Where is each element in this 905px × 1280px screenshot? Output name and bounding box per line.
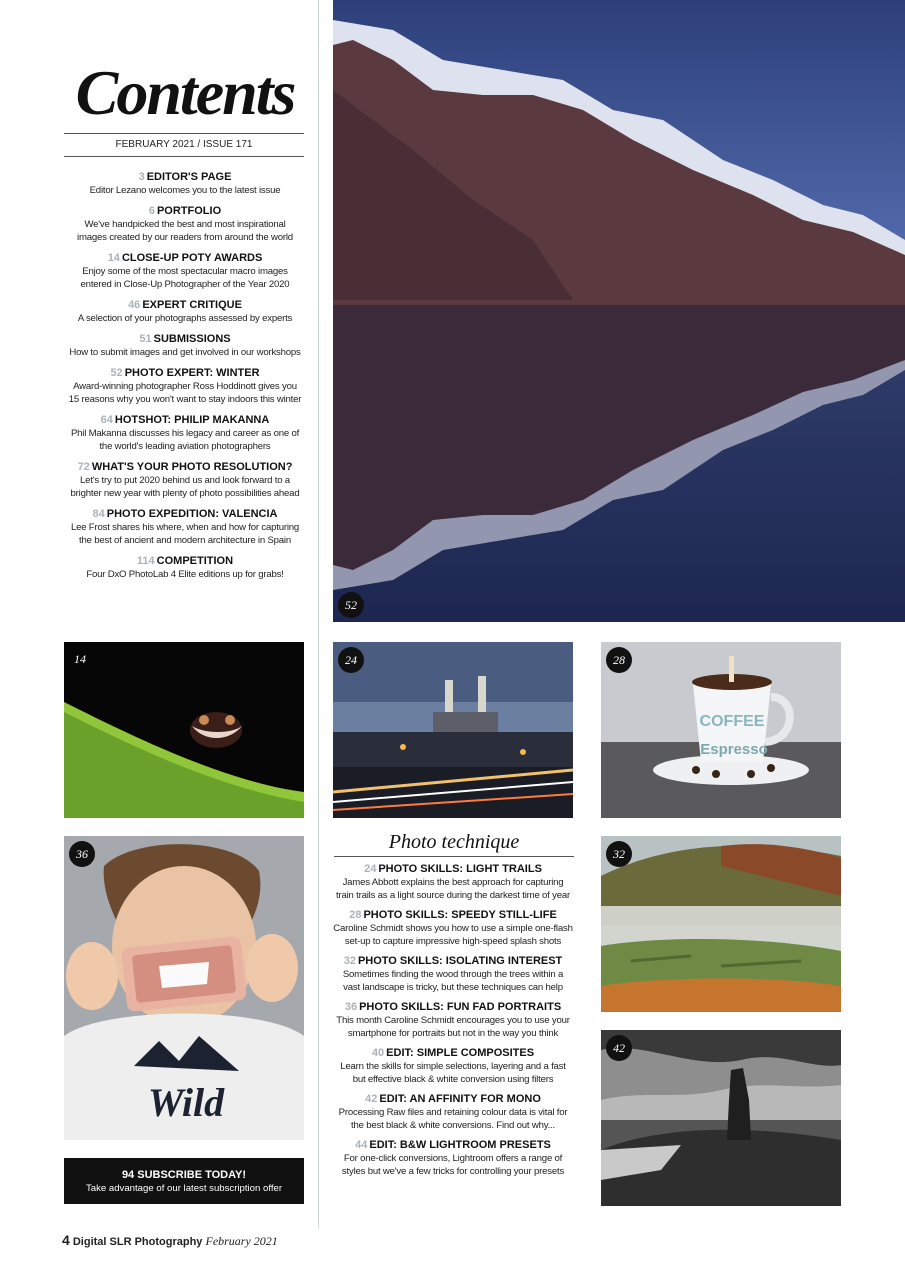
technique-heading-text: PHOTO SKILLS: LIGHT TRAILS [378, 863, 542, 875]
contents-entry[interactable] [60, 298, 310, 325]
technique-heading-text: EDIT: AN AFFINITY FOR MONO [379, 1093, 541, 1105]
issue-line: FEBRUARY 2021 / ISSUE 171 [64, 133, 304, 157]
contents-description-line: the best of ancient and modern architecture in Spain [79, 535, 291, 546]
technique-description-line: the best black & white conversions. Find out why... [351, 1120, 555, 1131]
page-badge-28: 28 [606, 647, 632, 673]
footer-month: February 2021 [205, 1234, 278, 1248]
contents-heading-text: PHOTO EXPERT: WINTER [124, 367, 260, 379]
photo-coffee-splash [601, 642, 841, 818]
contents-heading-text: WHAT'S YOUR PHOTO RESOLUTION? [91, 461, 293, 473]
technique-description-line: but effective black & white conversion using filters [352, 1074, 554, 1085]
subscribe-heading-text: SUBSCRIBE TODAY! [137, 1169, 247, 1181]
contents-heading [60, 204, 310, 218]
technique-heading [330, 954, 576, 968]
technique-description-line: For one-click conversions, Lightroom offers a range of [343, 1153, 563, 1164]
technique-description-line: James Abbott explains the best approach for capturing [342, 877, 564, 888]
technique-entry[interactable] [330, 954, 576, 994]
technique-description-line: Caroline Schmidt shows you how to use a simple one-flash [333, 923, 573, 934]
contents-entry[interactable] [60, 554, 310, 581]
contents-heading-text: EXPERT CRITIQUE [142, 299, 242, 311]
subscribe-page-number: 94 [121, 1169, 135, 1181]
contents-heading [60, 554, 310, 568]
technique-heading-text: PHOTO SKILLS: FUN FAD PORTRAITS [359, 1001, 562, 1013]
technique-page-number: 44 [355, 1139, 368, 1151]
contents-entry[interactable] [60, 204, 310, 244]
technique-entry[interactable] [330, 908, 576, 948]
photo-power-station [333, 642, 573, 818]
contents-description-line: How to submit images and get involved in our workshops [69, 347, 301, 358]
contents-entry[interactable] [60, 170, 310, 197]
technique-page-number: 40 [371, 1047, 385, 1059]
technique-description-line: Processing Raw files and retaining colour data is vital for [338, 1107, 568, 1118]
photo-child-smartphone [64, 836, 304, 1140]
technique-description-line: Learn the skills for simple selections, layering and a fast [340, 1061, 566, 1072]
contents-entry[interactable] [60, 332, 310, 359]
page-title: Contents [75, 57, 295, 128]
technique-heading [330, 1046, 576, 1060]
contents-description-line: brighter new year with plenty of photo possibilities ahead [70, 488, 300, 499]
contents-description-line: Lee Frost shares his where, when and how for capturing [70, 522, 300, 533]
page-badge-36: 36 [69, 841, 95, 867]
contents-heading [60, 298, 310, 312]
technique-description-line: smartphone for portraits but not in the way you think [347, 1028, 559, 1039]
page-badge-52: 52 [338, 592, 364, 618]
contents-heading [60, 507, 310, 521]
technique-heading-text: PHOTO SKILLS: SPEEDY STILL-LIFE [363, 909, 557, 921]
footer-page-number: 4 [62, 1232, 70, 1248]
photo-technique-list [330, 862, 576, 1184]
contents-description-line: Four DxO PhotoLab 4 Elite editions up for grabs! [86, 569, 284, 580]
subscribe-box[interactable] [64, 1158, 304, 1204]
technique-heading [330, 1000, 576, 1014]
contents-description-line: Phil Makanna discusses his legacy and career as one of [70, 428, 300, 439]
page-badge-42: 42 [606, 1035, 632, 1061]
contents-description-line: Editor Lezano welcomes you to the latest issue [89, 185, 281, 196]
contents-heading-text: PHOTO EXPEDITION: VALENCIA [106, 508, 278, 520]
page-badge-14: 14 [74, 652, 86, 666]
contents-page-number: 3 [138, 171, 145, 183]
technique-description-line: Sometimes finding the wood through the trees within a [342, 969, 564, 980]
technique-description-line: styles but we've a few tricks for controlling your presets [341, 1166, 565, 1177]
contents-list [60, 170, 310, 588]
photo-gecko [64, 642, 304, 818]
contents-heading [60, 460, 310, 474]
contents-entry[interactable] [60, 413, 310, 453]
cup-text-espresso: Espresso [700, 741, 768, 758]
technique-page-number: 32 [343, 955, 356, 967]
technique-heading [330, 1138, 576, 1152]
contents-entry[interactable] [60, 366, 310, 406]
technique-entry[interactable] [330, 862, 576, 902]
contents-page-number: 14 [107, 252, 120, 264]
photo-misty-valley [601, 836, 841, 1012]
technique-heading [330, 1092, 576, 1106]
technique-heading-text: EDIT: SIMPLE COMPOSITES [386, 1047, 535, 1059]
technique-entry[interactable] [330, 1092, 576, 1132]
technique-heading-text: EDIT: B&W LIGHTROOM PRESETS [369, 1139, 551, 1151]
technique-entry[interactable] [330, 1138, 576, 1178]
contents-page-number: 72 [77, 461, 90, 473]
contents-page-number: 84 [92, 508, 105, 520]
column-divider [318, 0, 319, 1228]
photo-mono-pinnacle [601, 1030, 841, 1206]
technique-page-number: 28 [349, 909, 362, 921]
hero-photo-loch [333, 0, 905, 622]
technique-description-line: set-up to capture impressive high-speed splash shots [344, 936, 562, 947]
contents-page-number: 114 [136, 555, 155, 567]
contents-description-line: Enjoy some of the most spectacular macro images [82, 266, 288, 277]
technique-page-number: 42 [365, 1093, 378, 1105]
contents-page-number: 6 [148, 205, 155, 217]
subscribe-heading [64, 1168, 304, 1182]
contents-description-line: A selection of your photographs assessed by experts [77, 313, 293, 324]
contents-description-line: Let's try to put 2020 behind us and look forward to a [80, 475, 290, 486]
technique-page-number: 24 [364, 863, 377, 875]
technique-description-line: vast landscape is tricky, but these techniques can help [343, 982, 563, 993]
section-title-photo-technique: Photo technique [334, 830, 574, 857]
contents-heading [60, 170, 310, 184]
contents-heading [60, 413, 310, 427]
contents-heading-text: COMPETITION [156, 555, 234, 567]
contents-entry[interactable] [60, 507, 310, 547]
contents-heading [60, 366, 310, 380]
technique-description-line: train trails as a light source during the darkest time of year [336, 890, 570, 901]
technique-entry[interactable] [330, 1046, 576, 1086]
contents-page-number: 52 [110, 367, 123, 379]
contents-heading-text: PORTFOLIO [156, 205, 222, 217]
page-badge-24: 24 [338, 647, 364, 673]
contents-description-line: We've handpicked the best and most inspirational [84, 219, 286, 230]
technique-entry[interactable] [330, 1000, 576, 1040]
contents-description-line: 15 reasons why you won't want to stay indoors this winter [68, 394, 302, 405]
page-badge-32: 32 [606, 841, 632, 867]
contents-heading-text: CLOSE-UP POTY AWARDS [121, 252, 263, 264]
contents-page-number: 64 [100, 414, 113, 426]
contents-heading [60, 251, 310, 265]
contents-heading-text: EDITOR'S PAGE [146, 171, 232, 183]
contents-description-line: entered in Close-Up Photographer of the Year 2020 [80, 279, 290, 290]
subscribe-description: Take advantage of our latest subscription offer [85, 1183, 283, 1194]
contents-page-number: 51 [139, 333, 152, 345]
shirt-text: Wild [147, 1080, 225, 1125]
technique-description-line: This month Caroline Schmidt encourages you to use your [336, 1015, 570, 1026]
contents-description-line: images created by our readers from around the world [77, 232, 293, 243]
contents-heading-text: SUBMISSIONS [153, 333, 231, 345]
contents-page-number: 46 [128, 299, 141, 311]
technique-heading-text: PHOTO SKILLS: ISOLATING INTEREST [357, 955, 563, 967]
contents-description-line: Award-winning photographer Ross Hoddinott gives you [73, 381, 297, 392]
technique-heading [330, 862, 576, 876]
technique-heading [330, 908, 576, 922]
footer-magazine: Digital SLR Photography [72, 1236, 203, 1248]
contents-description-line: the world's leading aviation photographers [99, 441, 271, 452]
cup-text-coffee: COFFEE [699, 713, 765, 730]
contents-entry[interactable] [60, 460, 310, 500]
contents-heading-text: HOTSHOT: PHILIP MAKANNA [114, 414, 270, 426]
contents-entry[interactable] [60, 251, 310, 291]
technique-page-number: 36 [344, 1001, 358, 1013]
contents-heading [60, 332, 310, 346]
page-footer [62, 1232, 278, 1250]
